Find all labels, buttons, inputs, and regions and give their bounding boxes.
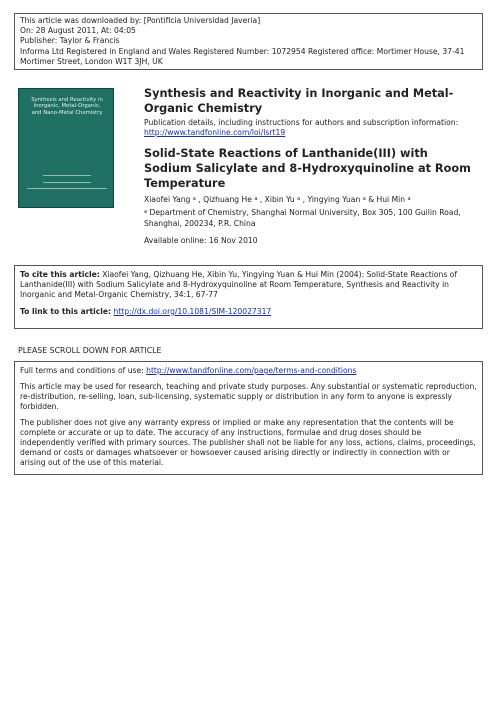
cover-title: Synthesis and Reactivity in Inorganic, Metal-Organic, and Nano-Metal Chemistry — [31, 97, 103, 116]
scroll-notice: PLEASE SCROLL DOWN FOR ARTICLE — [18, 346, 162, 355]
publication-details-text: Publication details, including instructions for authors and subscription information: — [144, 118, 459, 127]
author-separator: , — [302, 195, 308, 204]
cover-footer-bar — [27, 188, 107, 199]
author-affil-mark: a — [192, 196, 196, 202]
author-name: Hui Min — [376, 195, 406, 204]
available-online-date: Available online: 16 Nov 2010 — [144, 236, 258, 245]
doi-link[interactable]: http://dx.doi.org/10.1081/SIM-120027317 — [113, 306, 272, 316]
author-name: Xiaofei Yang — [144, 195, 191, 204]
journal-title: Synthesis and Reactivity in Inorganic and Metal-Organic Chemistry — [144, 87, 454, 115]
download-line: This article was downloaded by: [Pontificia Universidad Javeria] — [20, 16, 261, 25]
publication-details — [144, 118, 484, 138]
author-separator: , — [198, 195, 204, 204]
journal-link[interactable]: http://www.tandfonline.com/loi/lsrt19 — [144, 128, 286, 137]
terms-intro: Full terms and conditions of use: — [20, 366, 144, 375]
link-label: To link to this article: — [20, 306, 112, 316]
author-name: Yingying Yuan — [307, 195, 361, 204]
author-separator: , — [259, 195, 265, 204]
registration-line: Informa Ltd Registered in England and Wales Registered Number: 1072954 Registered office: Mortimer House, 37-41 Mortimer Street, London W1T 3JH, UK — [20, 46, 465, 66]
author-separator: & — [368, 195, 377, 204]
author-affil-mark: a — [297, 196, 301, 202]
cite-label: To cite this article: — [20, 270, 100, 279]
author-name: Qizhuang He — [203, 195, 252, 204]
cite-text: Xiaofei Yang, Qizhuang He, Xibin Yu, Yingying Yuan & Hui Min (2004): Solid-State Reactions of Lanthanide(III) with Sodium Salicylate and 8-Hydroxyquinoline at Room Temperature, Synthesis and Reactivity in Inorganic and Metal-Organic Chemistry, 34:1, 67-77 — [20, 270, 458, 300]
article-title: Solid-State Reactions of Lanthanide(III) with Sodium Salicylate and 8-Hydroxyquinoline at Room Temperature — [144, 147, 471, 190]
author-affil-mark: a — [362, 196, 366, 202]
doi-block — [20, 307, 477, 317]
citation-box — [14, 265, 483, 329]
terms-box — [14, 361, 483, 475]
affiliation-text: Department of Chemistry, Shanghai Normal University, Box 305, 100 Guilin Road, Shanghai, 200234, P.R. China — [144, 208, 461, 228]
author-name: Xibin Yu — [264, 195, 295, 204]
journal-cover-image — [18, 88, 114, 208]
author-affil-mark: a — [254, 196, 258, 202]
publisher-line: Publisher: Taylor & Francis — [20, 36, 120, 46]
author-list — [144, 195, 474, 205]
download-date: On: 28 August 2011, At: 04:05 — [20, 26, 136, 36]
terms-intro-line — [20, 366, 477, 376]
terms-link[interactable]: http://www.tandfonline.com/page/terms-and-conditions — [146, 366, 357, 375]
download-notice-box — [14, 13, 483, 70]
terms-paragraph-warranty: The publisher does not give any warranty express or implied or make any representation that the contents will be complete or accurate or up to date. The accuracy of any instructions, formulae and drug doses should be independently verified with primary sources. The publisher shall not be liable for any loss, actions, claims, proceedings, demand or costs or damages whatsoever or howsoever caused arising directly or indirectly in connection with or arising out of the use of this material. — [20, 418, 476, 467]
cover-decoration — [43, 175, 91, 183]
terms-paragraph-use: This article may be used for research, teaching and private study purposes. Any substantial or systematic reproduction, re-distribution, re-selling, loan, sub-licensing, systematic supply or distribution in any form to anyone is expressly forbidden. — [20, 382, 477, 411]
affiliation — [144, 208, 464, 229]
author-affil-mark: a — [407, 196, 411, 202]
affiliation-mark: a — [144, 209, 148, 215]
citation-block — [20, 270, 477, 301]
